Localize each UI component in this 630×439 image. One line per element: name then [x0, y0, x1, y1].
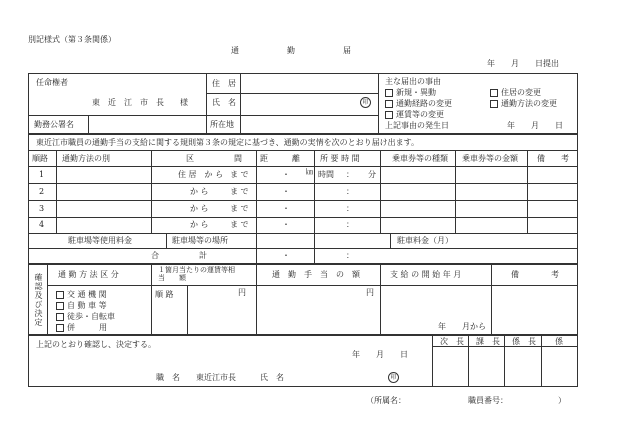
col-section: 区 間 [186, 154, 242, 163]
col-allowance-amount: 通 勤 手 当 の 額 [272, 270, 360, 279]
workplace-field[interactable] [90, 117, 204, 133]
col-confirm-remarks: 備 考 [511, 270, 559, 279]
col-distance: 距 離 [260, 154, 300, 163]
address-field[interactable] [242, 75, 376, 91]
stamp-section-chief: 課 長 [476, 337, 500, 346]
method-combined[interactable]: 併 用 [56, 324, 107, 332]
row-to: ま で [230, 170, 249, 179]
row-time-colon: ： [346, 170, 354, 179]
allowance-yen: 円 [366, 288, 374, 297]
row-time-colon: ： [346, 204, 354, 213]
row-time-colon: ： [346, 220, 354, 229]
affiliation-label: （所属名： [366, 396, 406, 405]
stamp-box-subsection-chief[interactable] [505, 347, 540, 386]
reason-new-transfer[interactable]: 新規・異動 [385, 89, 436, 97]
row-from: 住 居 か ら [178, 170, 224, 179]
checkbox-icon[interactable] [385, 89, 393, 97]
checkbox-icon[interactable] [56, 324, 64, 332]
row-time-colon: ： [346, 187, 354, 196]
row-distance-dot: ・ [282, 220, 290, 229]
approval-date: 年 月 日 [352, 350, 408, 359]
col-ticket-type: 乗車券等の種類 [392, 154, 448, 163]
checkbox-icon[interactable] [56, 302, 64, 310]
reason-address-change[interactable]: 住居の変更 [490, 89, 541, 97]
row-time-hours: 時間 [318, 170, 334, 179]
stamp-box-section-chief[interactable] [469, 347, 503, 386]
row-time-minutes: 分 [368, 170, 376, 179]
col-ticket-amount: 乗車券等の金額 [462, 154, 518, 163]
row-to: ま で [230, 220, 249, 229]
checkbox-icon[interactable] [56, 313, 64, 321]
form-title: 通 勤 届 [231, 46, 351, 55]
checkbox-icon[interactable] [385, 111, 393, 119]
reason-fare-change[interactable]: 運賃等の変更 [385, 111, 444, 119]
address-label: 住 居 [212, 79, 236, 88]
checkbox-icon[interactable] [490, 100, 498, 108]
checkbox-icon[interactable] [490, 89, 498, 97]
row-distance-dot: ・ [282, 170, 290, 179]
col-method-category: 通 勤 方 法 区 分 [58, 270, 119, 279]
row-no: 2 [39, 187, 45, 196]
row-to: ま で [230, 187, 249, 196]
applicant-seal-icon: 印 [360, 97, 371, 108]
parking-place-label: 駐車場等の場所 [172, 236, 228, 245]
appointer-name: 東 近 江 市 長 様 [92, 98, 188, 107]
approver-title-value: 東近江市長 [196, 373, 236, 382]
row-distance-dot: ・ [282, 204, 290, 213]
submission-date: 年 月 日提出 [487, 59, 559, 68]
total-distance-dot: ・ [282, 251, 290, 260]
total-label: 合 計 [151, 251, 207, 260]
route-label: 順 路 [155, 290, 174, 299]
row-to: ま で [230, 204, 249, 213]
stamp-box-staff[interactable] [542, 347, 577, 386]
row-from: か ら [190, 204, 209, 213]
fare-yen: 円 [238, 288, 246, 297]
row-no: 1 [39, 170, 45, 179]
location-label: 所在地 [210, 120, 234, 129]
start-month-value: 年 月から [438, 322, 486, 331]
row-from: か ら [190, 187, 209, 196]
parking-rent-label: 駐車料金（月） [397, 236, 453, 245]
total-time-colon: ： [346, 251, 354, 260]
reason-route-change[interactable]: 通勤経路の変更 [385, 100, 452, 108]
checkbox-icon[interactable] [56, 291, 64, 299]
form-label: 別記様式（第３条関係） [28, 35, 116, 44]
workplace-label: 勤務公署名 [34, 120, 74, 129]
row-no: 4 [39, 220, 45, 229]
method-public-transit[interactable]: 交 通 機 関 [56, 291, 107, 299]
reasons-title: 主な届出の事由 [385, 77, 441, 86]
col-remarks: 備 考 [537, 154, 569, 163]
reason-method-change[interactable]: 通勤方法の変更 [490, 100, 557, 108]
stamp-staff: 係 [555, 337, 563, 346]
checkbox-icon[interactable] [385, 100, 393, 108]
method-car[interactable]: 自 動 車 等 [56, 302, 107, 310]
col-time: 所 要 時 間 [320, 154, 360, 163]
confirm-text: 上記のとおり確認し、決定する。 [36, 340, 156, 349]
row-distance-dot: ・ [282, 187, 290, 196]
footer-close-paren: ） [558, 396, 566, 405]
occurrence-label: 上記事由の発生日 [385, 121, 449, 130]
name-field[interactable] [242, 95, 352, 113]
confirmation-side-label: 確認及び決定 [34, 273, 43, 327]
staff-number-label: 職員番号： [468, 396, 508, 405]
row-from: か ら [190, 220, 209, 229]
stamp-subsection-chief: 係 長 [512, 337, 536, 346]
stamp-deputy-director: 次 長 [440, 337, 464, 346]
col-route-no: 順路 [32, 154, 48, 163]
approver-seal-icon: 印 [388, 372, 399, 383]
col-monthly-fare: １箇月当たりの運賃等相 当 額 [158, 266, 249, 282]
col-start-month: 支 給 の 開 始 年 月 [390, 270, 462, 279]
method-walk-bicycle[interactable]: 徒歩・自転車 [56, 313, 115, 321]
row-no: 3 [39, 204, 45, 213]
parking-fee-label: 駐車場等使用料金 [68, 236, 132, 245]
appointer-label: 任命権者 [36, 78, 68, 87]
declaration-text: 東近江市職員の通勤手当の支給に関する規則第３条の規定に基づき、通勤の実情を次のとおり届け出ます。 [36, 138, 420, 147]
name-label: 氏 名 [212, 98, 236, 107]
col-method: 通勤方法の別 [62, 154, 110, 163]
location-field[interactable] [242, 117, 376, 133]
stamp-box-deputy-director[interactable] [433, 347, 467, 386]
approver-name-label: 氏 名 [260, 373, 284, 382]
occurrence-date: 年 月 日 [507, 121, 563, 130]
row-km-unit: ㎞ [306, 168, 313, 176]
approver-title-label: 職 名 [156, 373, 180, 382]
